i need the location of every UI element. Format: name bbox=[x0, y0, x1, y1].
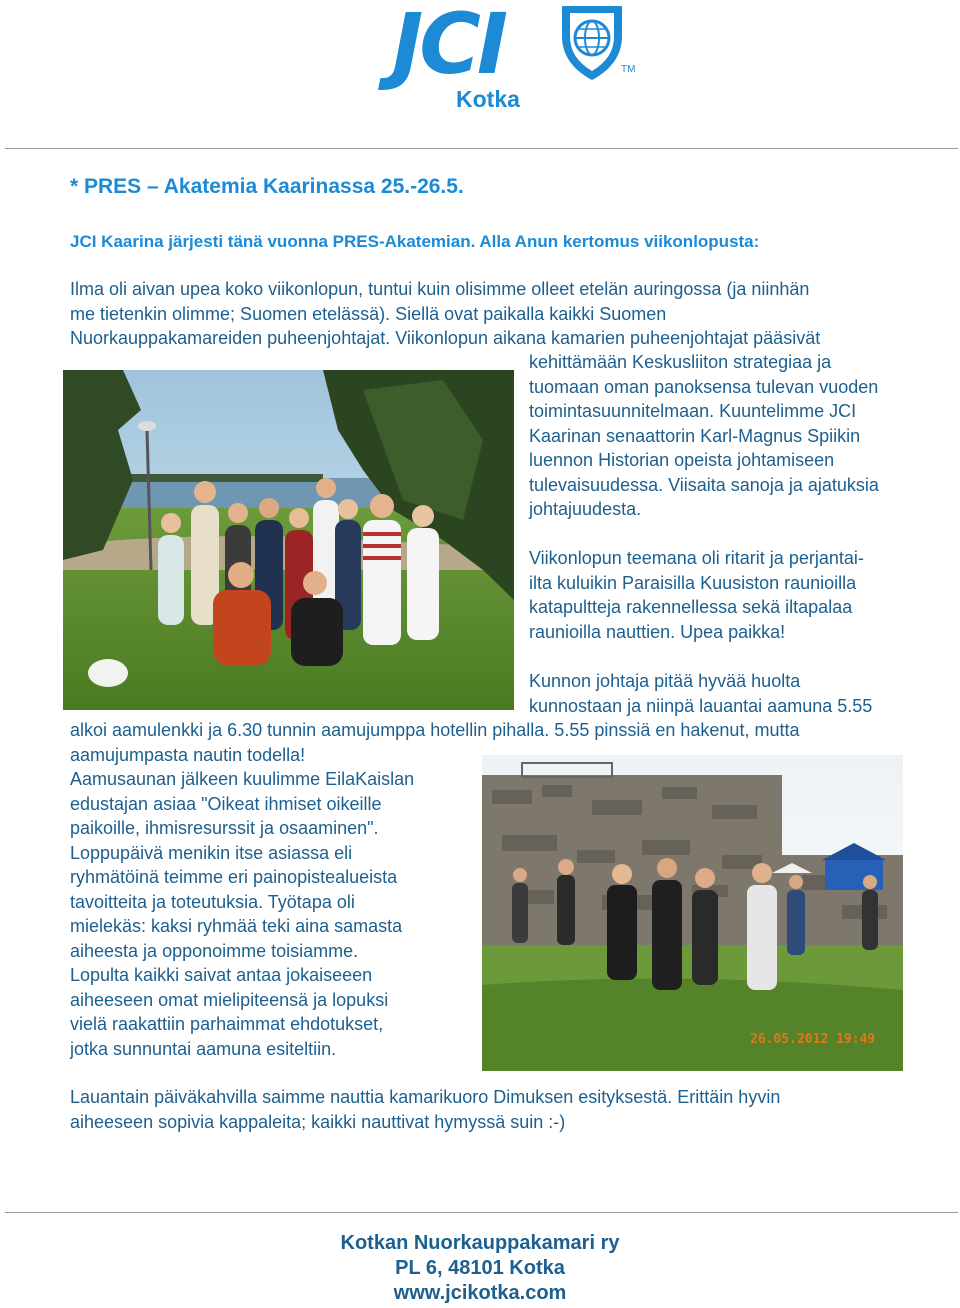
text-line: Kunnon johtaja pitää hyvää huolta bbox=[529, 671, 801, 691]
text-line: jotka sunnuntai aamuna esiteltiin. bbox=[70, 1038, 337, 1059]
text-line: alkoi aamulenkki ja 6.30 tunnin aamujumppa hotellin pihalla. 5.55 pinssiä en hakenut, mutta bbox=[70, 720, 800, 740]
chapter-name: Kotka bbox=[456, 86, 520, 112]
text-line: Lauantain päiväkahvilla saimme nauttia kamarikuoro Dimuksen esityksestä. Erittäin hyvin bbox=[70, 1087, 781, 1107]
article-lead: JCI Kaarina järjesti tänä vuonna PRES-Akatemian. Alla Anun kertomus viikonlopusta: bbox=[70, 232, 760, 251]
header-divider bbox=[5, 148, 958, 149]
paragraph-2 bbox=[529, 546, 864, 644]
footer-website-link[interactable]: www.jcikotka.com bbox=[393, 1282, 567, 1304]
text-line: katapultteja rakennellessa sekä iltapalaa bbox=[529, 597, 853, 617]
text-line: Loppupäivä menikin itse asiassa eli bbox=[70, 842, 353, 863]
text-line: Lopulta kaikki saivat antaa jokaiseeen bbox=[70, 965, 373, 985]
text-line: raunioilla nauttien. Upea paikka! bbox=[529, 621, 786, 642]
text-line: me tietenkin olimme; Suomen etelässä). Siellä ovat paikalla kaikki Suomen bbox=[70, 303, 667, 324]
text-line: kunnostaan ja niinpä lauantai aamuna 5.55 bbox=[529, 695, 873, 716]
text-line: mielekäs: kaksi ryhmää teki aina samasta bbox=[70, 916, 403, 936]
paragraph-1-continuation bbox=[529, 350, 879, 522]
photo-date-stamp: 26.05.2012 19:49 bbox=[750, 1032, 876, 1047]
jci-logo-text: JCI bbox=[392, 0, 505, 93]
text-line: vielä raakattiin parhaimmat ehdotukset, bbox=[70, 1014, 384, 1034]
paragraph-3-start bbox=[529, 669, 872, 718]
text-line: aamujumpasta nautin todella! bbox=[70, 744, 306, 765]
paragraph-4 bbox=[70, 767, 414, 1061]
paragraph-1 bbox=[70, 277, 820, 351]
article-title: * PRES – Akatemia Kaarinassa 25.-26.5. bbox=[70, 175, 464, 198]
footer-address: PL 6, 48101 Kotka bbox=[395, 1257, 565, 1279]
text-line: tavoitteita ja toteutuksia. Työtapa oli bbox=[70, 891, 355, 912]
text-line: aiheeseen omat mielipiteensä ja lopuksi bbox=[70, 989, 389, 1010]
text-line: aiheeseen sopivia kappaleita; kaikki nauttivat hymyssä suin :-) bbox=[70, 1111, 566, 1132]
text-line: ryhmätöinä teimme eri painopistealueista bbox=[70, 867, 398, 887]
text-line: tulevaisuudessa. Viisaita sanoja ja ajatuksia bbox=[529, 474, 879, 495]
group-photo-seaside bbox=[63, 370, 514, 710]
text-line: johtajuudesta. bbox=[529, 499, 642, 519]
text-line: aiheesta ja opponoimme toisiamme. bbox=[70, 940, 359, 961]
paragraph-5 bbox=[70, 1085, 780, 1134]
text-line: ilta kuluikin Paraisilla Kuusiston raunioilla bbox=[529, 572, 857, 593]
footer-organization: Kotkan Nuorkauppakamari ry bbox=[340, 1232, 620, 1254]
text-line: Viikonlopun teemana oli ritarit ja perjantai- bbox=[529, 548, 864, 568]
text-line: Kaarinan senaattorin Karl-Magnus Spiikin bbox=[529, 425, 861, 446]
text-line: Aamusaunan jälkeen kuulimme EilaKaislan bbox=[70, 769, 415, 789]
text-line: Ilma oli aivan upea koko viikonlopun, tuntui kuin olisimme olleet etelän auringossa (ja niinhän bbox=[70, 279, 810, 299]
text-line: Nuorkauppakamareiden puheenjohtajat. Viikonlopun aikana kamarien puheenjohtajat pääsivät bbox=[70, 328, 821, 348]
footer-divider bbox=[5, 1212, 958, 1213]
text-line: paikoille, ihmisresurssit ja osaaminen". bbox=[70, 818, 379, 838]
text-line: tuomaan oman panoksensa tulevan vuoden bbox=[529, 376, 879, 397]
ruins-group-photo bbox=[482, 755, 903, 1071]
text-line: toimintasuunnitelmaan. Kuuntelimme JCI bbox=[529, 401, 857, 421]
text-line: kehittämään Keskusliiton strategiaa ja bbox=[529, 352, 832, 372]
text-line: luennon Historian opeista johtamiseen bbox=[529, 450, 835, 470]
jci-shield-icon bbox=[556, 2, 628, 82]
text-line: edustajan asiaa "Oikeat ihmiset oikeille bbox=[70, 793, 382, 814]
trademark-mark: TM bbox=[621, 64, 636, 75]
